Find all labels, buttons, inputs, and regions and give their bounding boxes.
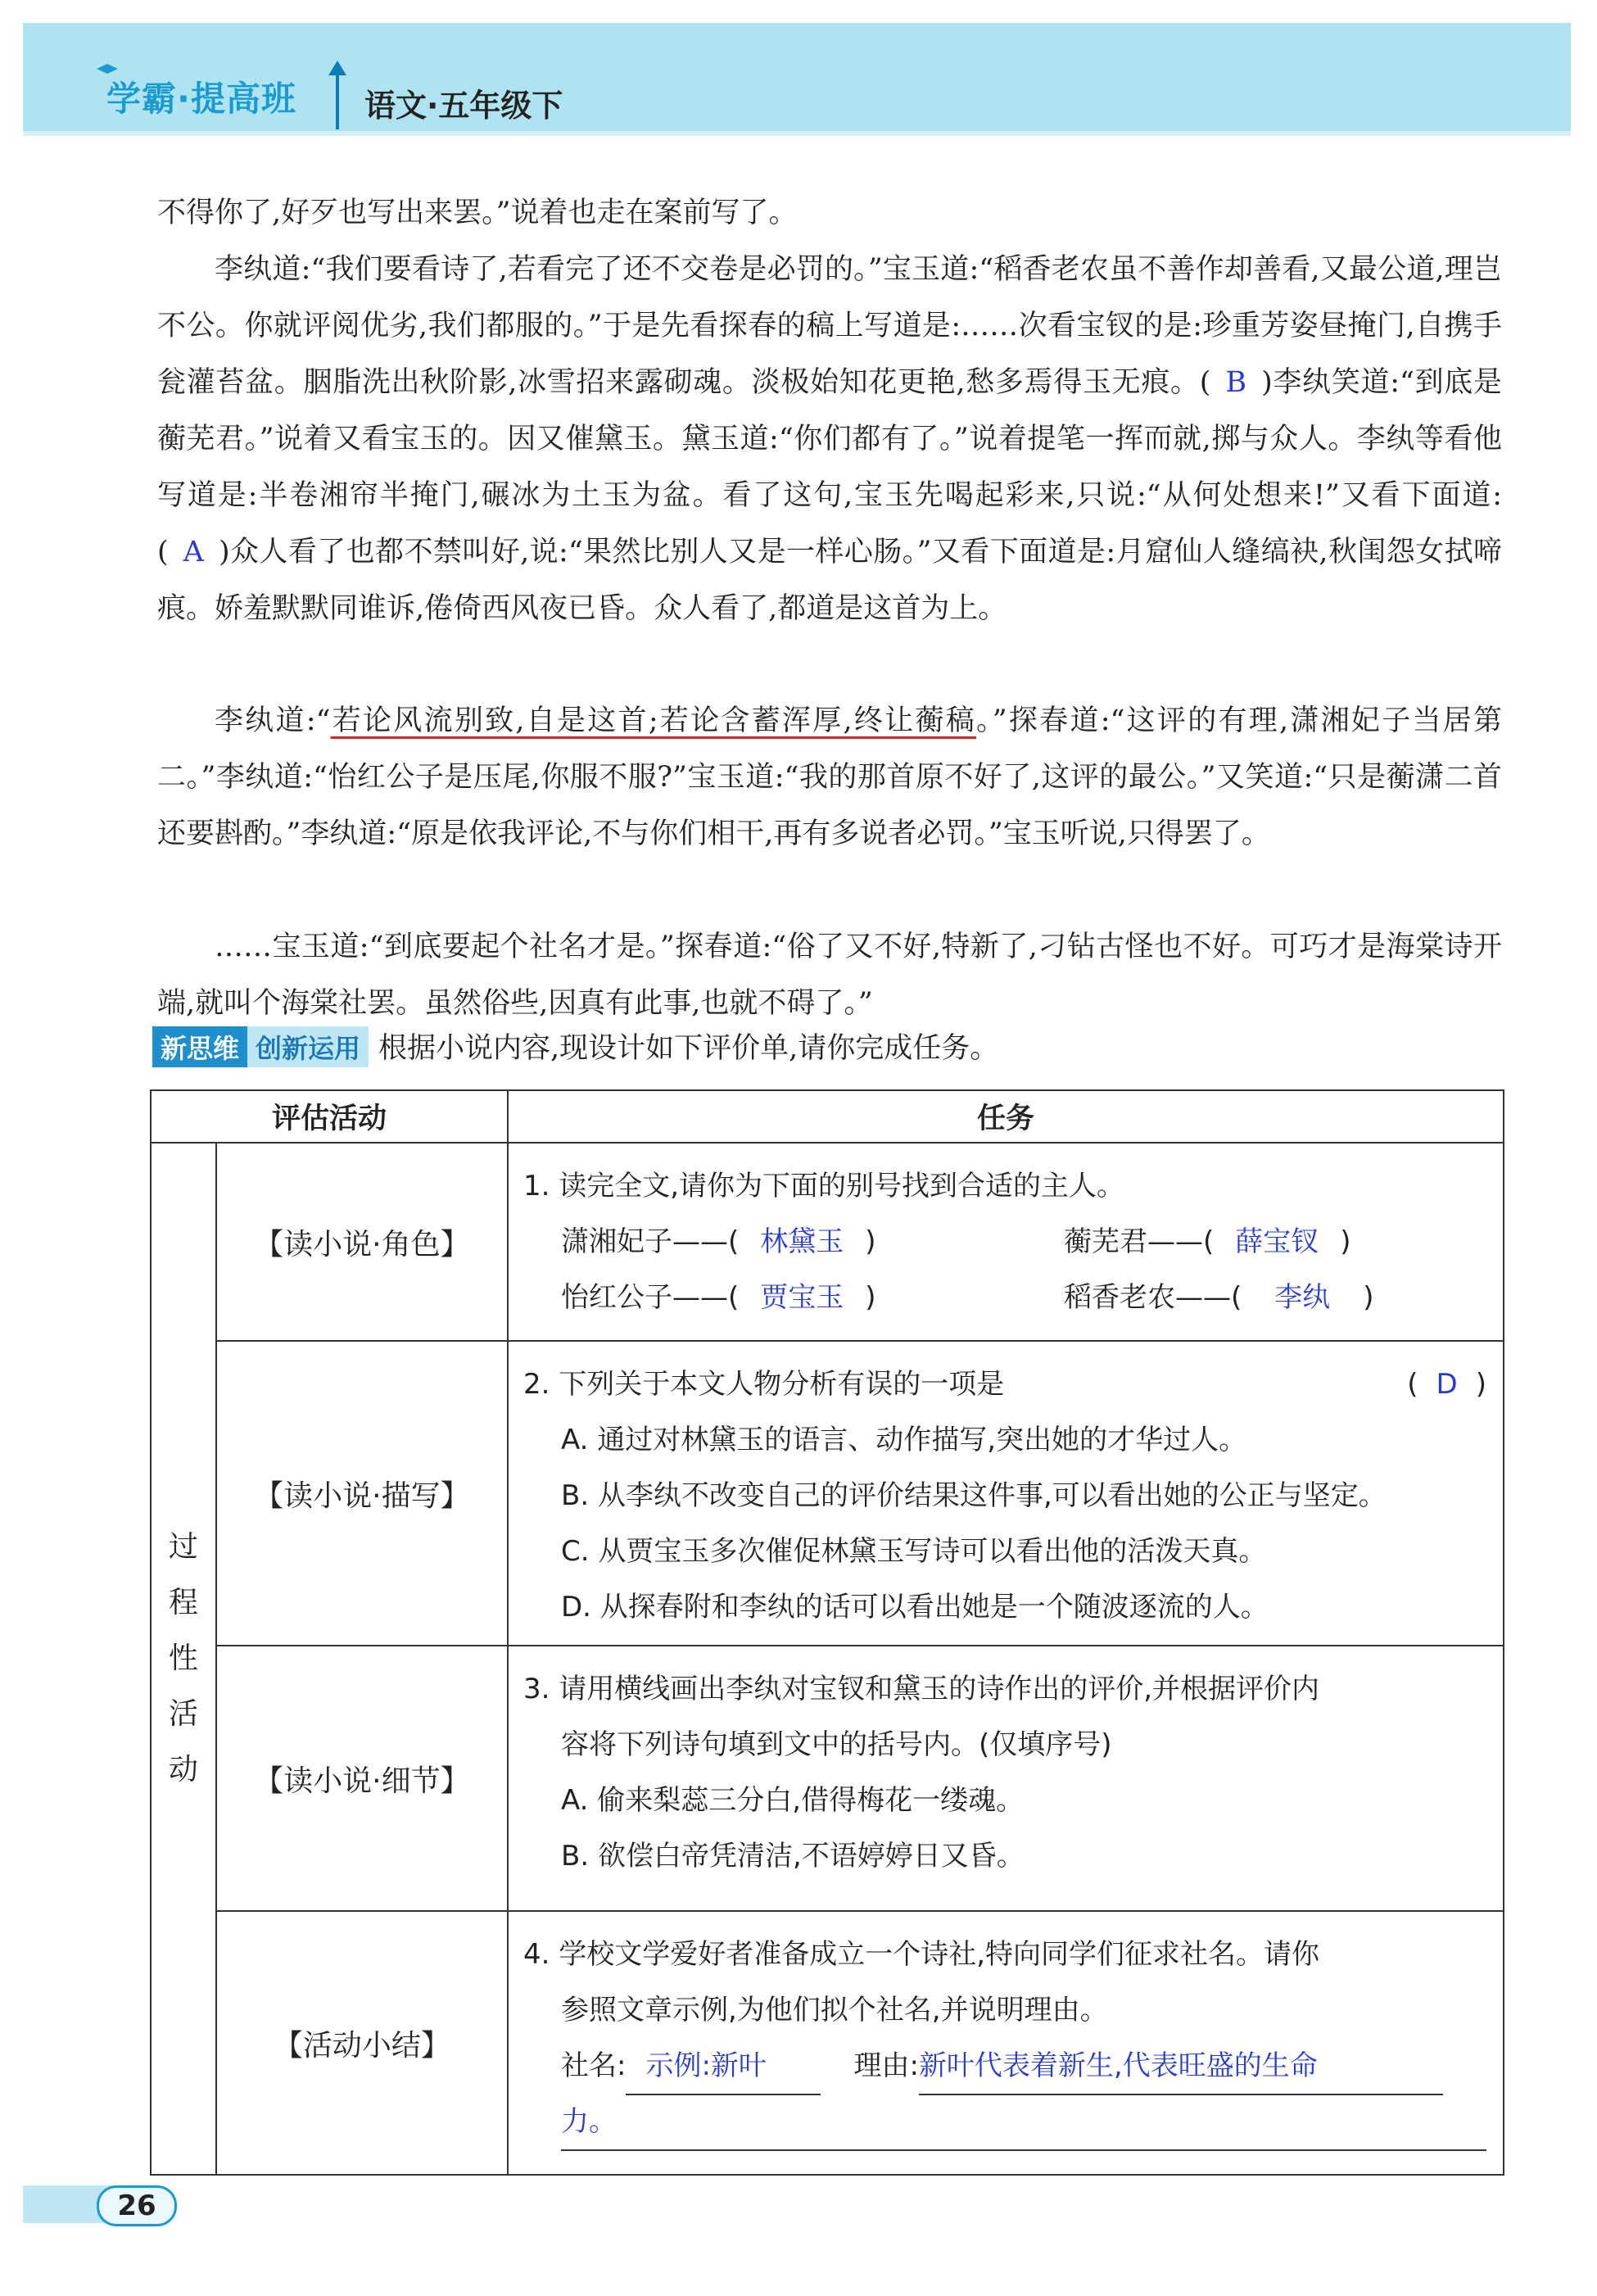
alias-answer: 薛宝钗 xyxy=(1235,1225,1319,1258)
row-label-role: 【读小说·角色】 xyxy=(216,1143,508,1341)
question-4-line-1: 4. 学校文学爱好者准备成立一个诗社,特向同学们征求社名。请你 xyxy=(523,1938,1320,1971)
instruction-text: 根据小说内容,现设计如下评价单,请你完成任务。 xyxy=(378,1032,999,1065)
row-label-detail: 【读小说·细节】 xyxy=(216,1646,508,1911)
task-instruction xyxy=(152,1026,998,1067)
passage-text: 李纨道:“ xyxy=(215,704,331,737)
alias-pair-row xyxy=(523,1214,1486,1270)
tag-innovation: 创新运用 xyxy=(247,1026,369,1067)
answer-blank-2: A xyxy=(183,536,204,568)
header-divider xyxy=(336,72,339,129)
subject-title: 语文·五年级下 xyxy=(364,88,563,124)
option-a: A. 偷来梨蕊三分白,借得梅花一缕魂。 xyxy=(561,1784,1025,1817)
reason-label: 理由: xyxy=(853,2049,919,2082)
club-name-answer: 示例:新叶 xyxy=(626,2038,821,2095)
task-cell-description xyxy=(508,1341,1504,1646)
task-cell-summary xyxy=(508,1911,1504,2175)
passage-text: 李纨道:“我们要看诗了,若看完了还不交卷是必罚的。”宝玉道:“稻香老农虽不善作却善看,又最公道,理岂不公。你就评阅优劣,我们都服的。”于是先看探春的稿上写道是:……次看宝钗的是:珍重芳姿昼掩门,自携手瓮灌苔盆。胭脂洗出秋阶影,冰雪招来露砌魂。淡极始知花更艳,愁多焉得玉无痕。( xyxy=(157,253,1502,399)
underlined-evaluation: 若论风流别致,自是这首;若论含蓄浑厚,终让蘅稿 xyxy=(330,704,976,737)
vertical-char: 过 xyxy=(168,1530,198,1564)
passage-text: 不得你了,好歹也写出来罢。”说着也走在案前写了。 xyxy=(157,197,798,229)
bracket-close: ) xyxy=(865,1225,876,1258)
row-label-summary: 【活动小结】 xyxy=(216,1911,508,2175)
club-name-label: 社名: xyxy=(561,2049,627,2082)
question-2-text: 2. 下列关于本文人物分析有误的一项是 xyxy=(523,1368,1005,1401)
vertical-char: 动 xyxy=(168,1753,198,1787)
alias-name: 潇湘妃子——( xyxy=(561,1225,740,1258)
table-row xyxy=(151,1143,1504,1341)
alias-answer: 李纨 xyxy=(1274,1281,1331,1314)
brand-title: 学霸·提高班 xyxy=(106,79,296,119)
row-label-description: 【读小说·描写】 xyxy=(216,1341,508,1646)
answer-line-2 xyxy=(523,2094,1486,2149)
alias-name: 怡红公子——( xyxy=(561,1281,740,1314)
header-activity: 评估活动 xyxy=(151,1090,508,1143)
page-number: 26 xyxy=(97,2185,177,2226)
alias-pair-row xyxy=(523,1270,1486,1325)
evaluation-table xyxy=(150,1089,1504,2176)
option-a: A. 通过对林黛玉的语言、动作描写,突出她的才华过人。 xyxy=(561,1424,1247,1456)
passage-text: 。”探春道:“这评的有理,潇湘妃子当居第二。”李纨道:“怡红公子是压尾,你服不服?”宝玉道:“我的那首原不好了,这评的最公。”又笑道:“只是蘅潇二首还要斟酌。”李纨道:“原是依我评论,不与你们相干,再有多说者必罚。”宝玉听说,只得罢了。 xyxy=(157,704,1503,850)
passage-text: ……宝玉道:“到底要起个社名才是。”探春道:“俗了又不好,特新了,刁钻古怪也不好。可巧才是海棠诗开端,就叫个海棠社罢。虽然俗些,因真有此事,也就不碍了。” xyxy=(157,931,1502,1020)
alias-answer: 林黛玉 xyxy=(760,1225,844,1258)
question-4-line-2: 参照文章示例,为他们拟个社名,并说明理由。 xyxy=(561,1994,1108,2027)
table-row xyxy=(151,1646,1504,1911)
table-row xyxy=(151,1911,1504,2175)
passage-paragraph-3 xyxy=(157,693,1502,863)
reason-answer: 新叶代表着新生,代表旺盛的生命 xyxy=(919,2038,1443,2095)
option-b: B. 欲偿白帝凭清洁,不语婷婷日又昏。 xyxy=(561,1840,1025,1873)
alias-answer: 贾宝玉 xyxy=(760,1281,844,1314)
tag-new-thinking: 新思维 xyxy=(152,1026,247,1067)
task-cell-detail xyxy=(508,1646,1504,1911)
bracket-close: ) xyxy=(1363,1281,1374,1314)
option-c: C. 从贾宝玉多次催促林黛玉写诗可以看出他的活泼天真。 xyxy=(561,1535,1267,1568)
option-d: D. 从探春附和李纨的话可以看出她是一个随波逐流的人。 xyxy=(561,1591,1269,1624)
answer-bracket: ( D ) xyxy=(1407,1368,1486,1401)
question-3-line-2: 容将下列诗句填到文中的括号内。(仅填序号) xyxy=(561,1728,1112,1761)
question-2-answer: D xyxy=(1436,1368,1458,1401)
table-header-row xyxy=(151,1090,1504,1143)
passage-text: )众人看了也都不禁叫好,说:“果然比别人又是一样心肠。”又看下面道是:月窟仙人缝缟袂,秋闺怨女拭啼痕。娇羞默默同谁诉,倦倚西风夜已昏。众人看了,都道是这首为上。 xyxy=(157,536,1502,625)
vertical-char: 程 xyxy=(168,1586,198,1619)
header-task: 任务 xyxy=(508,1090,1504,1143)
header-shadow xyxy=(23,131,1571,136)
passage-paragraph-4 xyxy=(157,919,1502,1032)
answer-line-1 xyxy=(523,2038,1486,2094)
bracket-close: ) xyxy=(1340,1225,1351,1258)
bracket-close: ) xyxy=(865,1281,876,1314)
alias-name: 蘅芜君——( xyxy=(1064,1225,1215,1258)
passage-paragraph-1 xyxy=(157,185,1502,242)
task-cell-role xyxy=(508,1143,1504,1341)
vertical-label xyxy=(151,1143,216,2175)
passage-text: )李纨笑道:“到底是蘅芜君。”说着又看宝玉的。因又催黛玉。黛玉道:“你们都有了。”说着提笔一挥而就,掷与众人。李纨等看他写道是:半卷湘帘半掩门,碾冰为土玉为盆。看了这句,宝玉先喝起彩来,只说:“从何处想来!”又看下面道:( xyxy=(157,366,1502,568)
question-2 xyxy=(523,1356,1486,1412)
answer-blank-1: B xyxy=(1225,366,1247,399)
question-1: 1. 读完全文,请你为下面的别号找到合适的主人。 xyxy=(523,1170,1125,1202)
alias-name: 稻香老农——( xyxy=(1064,1281,1242,1314)
vertical-char: 性 xyxy=(168,1642,198,1675)
passage-paragraph-2 xyxy=(157,242,1502,637)
vertical-char: 活 xyxy=(168,1697,198,1731)
table-row xyxy=(151,1341,1504,1646)
question-3-line-1: 3. 请用横线画出李纨对宝钗和黛玉的诗作出的评价,并根据评价内 xyxy=(523,1673,1320,1705)
option-b: B. 从李纨不改变自己的评价结果这件事,可以看出她的公正与坚定。 xyxy=(561,1479,1387,1512)
reason-answer-cont: 力。 xyxy=(561,2094,1486,2151)
